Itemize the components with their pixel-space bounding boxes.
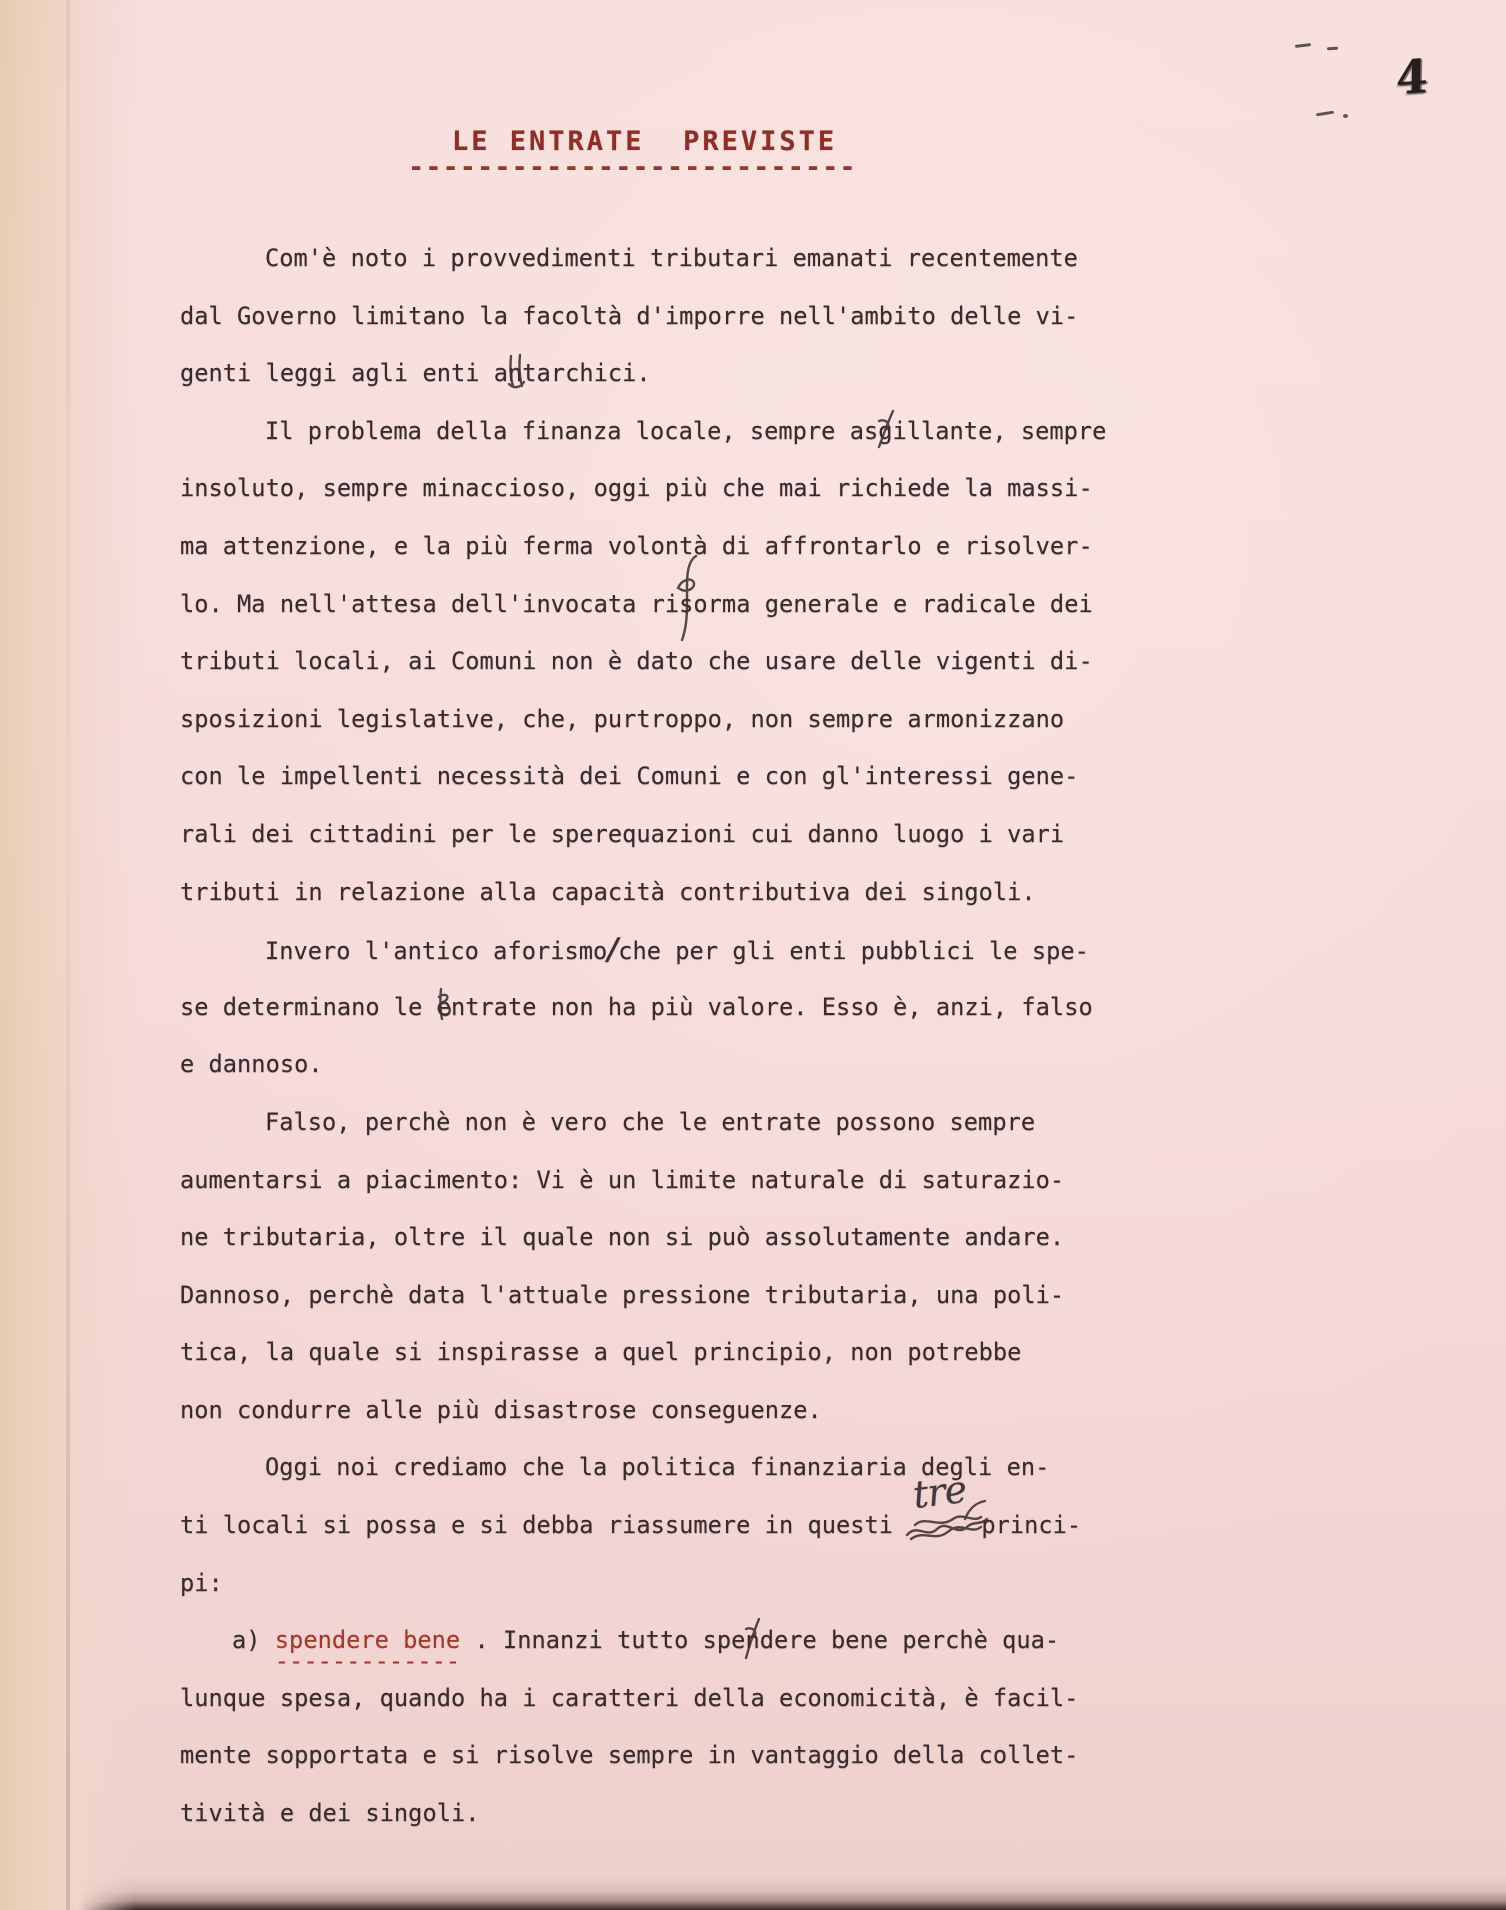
- line-text: dere bene perchè qua-: [759, 1626, 1060, 1655]
- page-number: 4: [1395, 48, 1429, 106]
- scribbled-out-word: [907, 1467, 981, 1539]
- handwritten-overstrike: [508, 359, 522, 387]
- item-a-heading: [274, 1626, 461, 1676]
- line-text: . Innanzi tutto spe: [460, 1626, 746, 1655]
- text-line: Oggi noi crediamo che la politica finanziaria degli en-: [265, 1453, 1050, 1482]
- text-line: non condurre alle più disastrose conseguenze.: [180, 1395, 822, 1424]
- handwritten-slash: /: [607, 932, 619, 968]
- text-line: [0, 576, 1506, 634]
- pen-mark: [1343, 114, 1348, 118]
- text-line: con le impellenti necessità dei Comuni e con gl'interessi gene-: [180, 762, 1079, 791]
- text-line: e dannoso.: [180, 1050, 323, 1079]
- text-line: [0, 345, 1506, 403]
- line-text: ti locali si possa e si debba riassumere in questi: [180, 1511, 908, 1540]
- overstruck-letter: e: [436, 992, 451, 1021]
- line-text: se determinano le: [180, 992, 437, 1021]
- pen-mark: [1316, 111, 1334, 117]
- line-text: lo. Ma nell'attesa dell'invocata ri: [180, 589, 680, 618]
- overstruck-letter: n: [508, 359, 523, 388]
- text-line: dal Governo limitano la facoltà d'imporre nell'ambito delle vi-: [180, 301, 1079, 330]
- text-line: rali dei cittadini per le sperequazioni cui danno luogo i vari: [180, 819, 1065, 848]
- text-line: ma attenzione, e la più ferma volontà di affrontarlo e risolver-: [180, 531, 1093, 560]
- item-a-marker: a): [232, 1626, 275, 1655]
- line-text: ntrate non ha più valore. Esso è, anzi, falso: [450, 992, 1093, 1021]
- text-line-item-a: [0, 1612, 1506, 1676]
- text-line: tività e dei singoli.: [180, 1799, 480, 1828]
- handwritten-overstrike: [437, 993, 451, 1021]
- item-a-label: spendere bene: [274, 1626, 461, 1655]
- document-title: LE ENTRATE PREVISTE: [452, 126, 838, 157]
- item-a-underline: -------------: [274, 1647, 461, 1676]
- line-text: illante, sempre: [892, 416, 1107, 445]
- line-text: Invero l'antico aforismo: [265, 937, 608, 966]
- line-text: orma generale e radicale dei: [693, 589, 1093, 618]
- text-line: aumentarsi a piacimento: Vi è un limite naturale di saturazio-: [180, 1165, 1065, 1194]
- pen-mark: [1327, 47, 1338, 51]
- text-line: ne tributaria, oltre il quale non si può assolutamente andare.: [180, 1223, 1065, 1252]
- text-line: [0, 921, 1506, 979]
- text-line: pi:: [180, 1568, 223, 1597]
- text-line: tica, la quale si inspirasse a quel principio, non potrebbe: [180, 1338, 1022, 1367]
- overstruck-letter: n: [745, 1626, 760, 1655]
- handwritten-f-correction: [679, 590, 693, 618]
- text-line: tributi locali, ai Comuni non è dato che usare delle vigenti di-: [180, 647, 1093, 676]
- line-text: genti leggi agli enti a: [180, 359, 509, 388]
- overstruck-letter: s: [679, 589, 694, 618]
- text-line: insoluto, sempre minaccioso, oggi più che mai richiede la massi-: [180, 474, 1093, 503]
- text-line: sposizioni legislative, che, purtroppo, non sempre armonizzano: [180, 704, 1065, 733]
- handwritten-word: tre: [910, 1467, 969, 1518]
- overstruck-letter: g: [878, 416, 893, 445]
- text-line: mente sopportata e si risolve sempre in vantaggio della collet-: [180, 1741, 1079, 1770]
- text-line: Com'è noto i provvedimenti tributari emanati recentemente: [265, 244, 1078, 272]
- text-line: Dannoso, perchè data l'attuale pressione tributaria, una poli-: [180, 1280, 1065, 1309]
- text-line: tributi in relazione alla capacità contributiva dei singoli.: [180, 877, 1036, 906]
- line-text: tarchici.: [522, 359, 651, 388]
- text-line: [0, 979, 1506, 1037]
- text-line: Falso, perchè non è vero che le entrate possono sempre: [265, 1107, 1036, 1136]
- line-text: princi-: [981, 1511, 1082, 1540]
- line-text: Il problema della finanza locale, sempre as: [265, 416, 879, 445]
- line-text: che per gli enti pubblici le spe-: [618, 937, 1089, 966]
- handwritten-overstrike: [745, 1626, 759, 1654]
- title-underline: --------------------------: [408, 152, 857, 183]
- pen-mark: [1295, 43, 1311, 48]
- text-line: lunque spesa, quando ha i caratteri della economicità, è facil-: [180, 1683, 1079, 1712]
- text-line: [0, 403, 1506, 461]
- document-body: [0, 230, 1506, 1843]
- handwritten-overstrike: [878, 417, 892, 445]
